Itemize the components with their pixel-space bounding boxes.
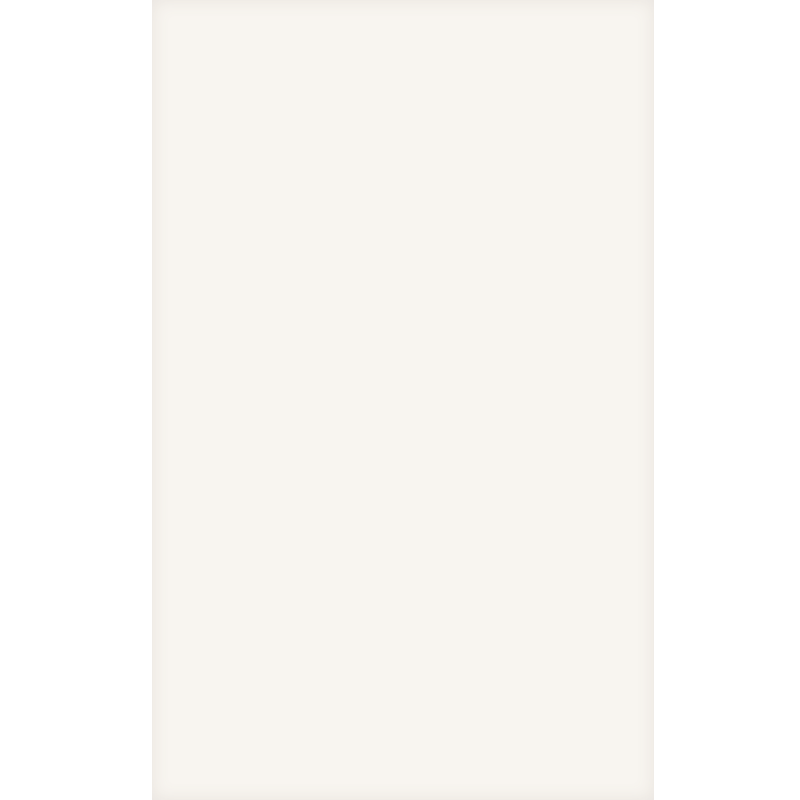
book-page <box>152 0 654 800</box>
